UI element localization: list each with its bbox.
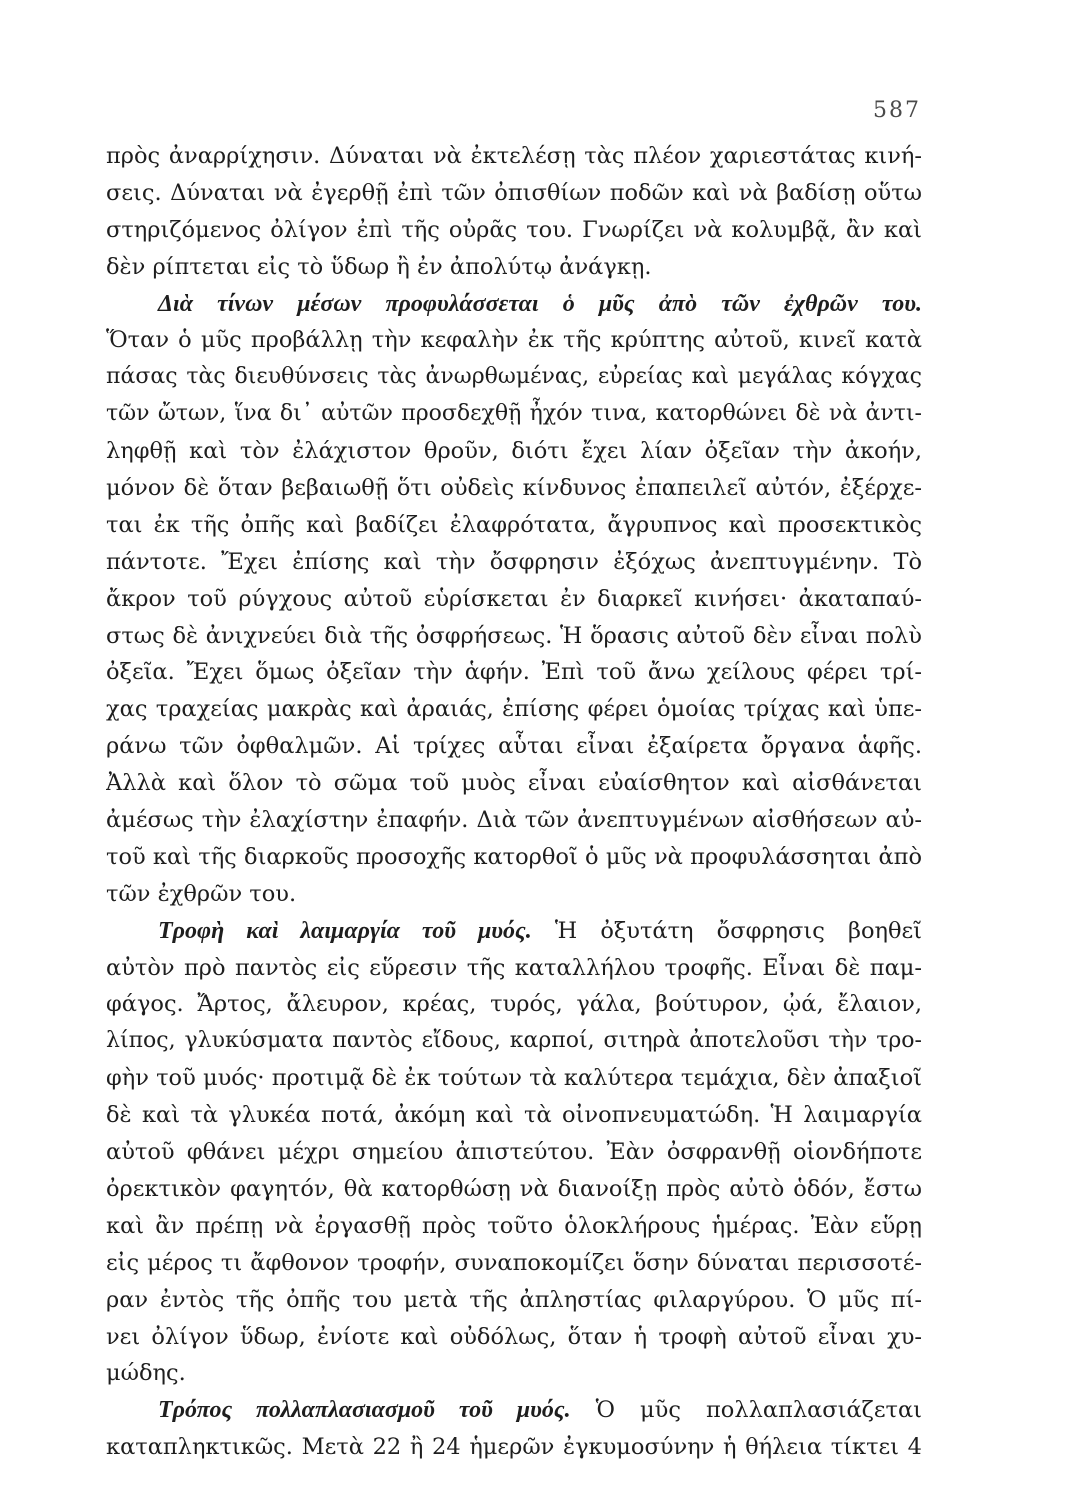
text-line <box>106 1392 922 1429</box>
text-line: πρὸς ἀναρρίχησιν. Δύναται νὰ ἐκτελέσῃ τὰς πλέον χαριεστάτας κινή- <box>106 143 922 169</box>
text-line: ράνω τῶν ὀφθαλμῶν. Αἱ τρίχες αὗται εἶναι ἐξαίρετα ὄργανα ἁφῆς. <box>106 733 922 760</box>
text-line: ὀξεῖα. Ἔχει ὅμως ὀξεῖαν τὴν ἁφήν. Ἐπὶ τοῦ ἄνω χείλους φέρει τρί- <box>106 659 922 686</box>
text-line: Ὅταν ὁ μῦς προβάλλῃ τὴν κεφαλὴν ἐκ τῆς κρύπτης αὐτοῦ, κινεῖ κατὰ <box>106 327 922 354</box>
text-line: ραν ἐντὸς τῆς ὀπῆς του μετὰ τῆς ἀπληστίας φιλαργύρου. Ὁ μῦς πί- <box>106 1286 922 1313</box>
section-heading: Διὰ τίνων μέσων προφυλάσσεται ὁ μῦς ἀπὸ τῶν ἐχθρῶν του. <box>158 290 922 317</box>
text-line: δὲν ρίπτεται εἰς τὸ ὕδωρ ἢ ἐν ἀπολύτῳ ἀνάγκῃ. <box>106 253 652 280</box>
text-line: μόνον δὲ ὅταν βεβαιωθῇ ὅτι οὐδεὶς κίνδυνος ἐπαπειλεῖ αὐτόν, ἐξέρχε- <box>106 475 922 502</box>
text-line: δὲ καὶ τὰ γλυκέα ποτά, ἀκόμη καὶ τὰ οἰνοπνευματώδη. Ἡ λαιμαργία <box>106 1102 922 1129</box>
text-line: λίπος, γλυκύσματα παντὸς εἴδους, καρποί, σιτηρὰ ἀποτελοῦσι τὴν τρο- <box>106 1028 922 1054</box>
text-line: ται ἐκ τῆς ὀπῆς καὶ βαδίζει ἐλαφρότατα, ἄγρυπνος καὶ προσεκτικὸς <box>106 511 922 538</box>
text-line: ἄκρον τοῦ ρύγχους αὐτοῦ εὑρίσκεται ἐν διαρκεῖ κινήσει· ἀκαταπαύ- <box>106 585 922 612</box>
text-line: καταπληκτικῶς. Μετὰ 22 ἢ 24 ἡμερῶν ἐγκυμοσύνην ἡ θήλεια τίκτει 4 <box>106 1434 922 1461</box>
page-number: 587 <box>873 98 921 123</box>
text-line: χας τραχείας μακρὰς καὶ ἀραιάς, ἐπίσης φέρει ὁμοίας τρίχας καὶ ὑπε- <box>106 696 922 723</box>
text-line: σεις. Δύναται νὰ ἐγερθῇ ἐπὶ τῶν ὀπισθίων ποδῶν καὶ νὰ βαδίσῃ οὕτω <box>106 179 922 206</box>
text-line: ὀρεκτικὸν φαγητόν, θὰ κατορθώσῃ νὰ διανοίξῃ πρὸς αὐτὸ ὁδόν, ἔστω <box>106 1175 922 1202</box>
text-line: Ἀλλὰ καὶ ὅλον τὸ σῶμα τοῦ μυὸς εἶναι εὐαίσθητον καὶ αἰσθάνεται <box>106 770 922 797</box>
section-heading: Τρόπος πολλαπλασιασμοῦ τοῦ μυός. <box>158 1397 571 1424</box>
section-heading: Τροφὴ καὶ λαιμαργία τοῦ μυός. <box>158 917 532 944</box>
text-line: ληφθῇ καὶ τὸν ἐλάχιστον θροῦν, διότι ἔχει λίαν ὀξεῖαν τὴν ἀκοήν, <box>106 438 922 465</box>
text-line: φὴν τοῦ μυός· προτιμᾷ δὲ ἐκ τούτων τὰ καλύτερα τεμάχια, δὲν ἀπαξιοῖ <box>106 1065 922 1092</box>
text-line: πάσας τὰς διευθύνσεις τὰς ἀνωρθωμένας, εὐρείας καὶ μεγάλας κόγχας <box>106 364 922 390</box>
paragraph-text: Ἡ ὀξυτάτη ὄσφρησις βοηθεῖ <box>531 917 922 944</box>
text-line: εἰς μέρος τι ἄφθονον τροφήν, συναποκομίζει ὅσην δύναται περισσοτέ- <box>106 1249 922 1276</box>
text-line: φάγος. Ἄρτος, ἄλευρον, κρέας, τυρός, γάλα, βούτυρον, ᾠά, ἔλαιον, <box>106 991 922 1018</box>
text-line: τοῦ καὶ τῆς διαρκοῦς προσοχῆς κατορθοῖ ὁ μῦς νὰ προφυλάσσηται ἀπὸ <box>106 843 922 870</box>
text-line: τῶν ἐχθρῶν του. <box>106 880 297 907</box>
text-line: καὶ ἂν πρέπῃ νὰ ἐργασθῇ πρὸς τοῦτο ὁλοκλήρους ἡμέρας. Ἐὰν εὕρῃ <box>106 1212 922 1239</box>
text-line <box>106 913 922 950</box>
body-text <box>106 138 922 1466</box>
text-line: στηριζόμενος ὀλίγον ἐπὶ τῆς οὐρᾶς του. Γνωρίζει νὰ κολυμβᾷ, ἂν καὶ <box>106 216 922 243</box>
text-line: στως δὲ ἀνιχνεύει διὰ τῆς ὀσφρήσεως. Ἡ ὅρασις αὐτοῦ δὲν εἶναι πολὺ <box>106 622 922 649</box>
text-line: αὐτοῦ φθάνει μέχρι σημείου ἀπιστεύτου. Ἐὰν ὀσφρανθῇ οἱονδήποτε <box>106 1139 922 1166</box>
paragraph-text: Ὁ μῦς πολλαπλασιάζεται <box>570 1397 922 1424</box>
text-line: πάντοτε. Ἔχει ἐπίσης καὶ τὴν ὄσφρησιν ἐξόχως ἀνεπτυγμένην. Τὸ <box>106 548 922 575</box>
text-line: ἀμέσως τὴν ἐλαχίστην ἐπαφήν. Διὰ τῶν ἀνεπτυγμένων αἰσθήσεων αὐ- <box>106 807 922 834</box>
text-line: αὐτὸν πρὸ παντὸς εἰς εὕρεσιν τῆς καταλλήλου τροφῆς. Εἶναι δὲ παμ- <box>106 954 922 981</box>
text-line: νει ὀλίγον ὕδωρ, ἐνίοτε καὶ οὐδόλως, ὅταν ἡ τροφὴ αὐτοῦ εἶναι χυ- <box>106 1323 922 1350</box>
text-line: μώδης. <box>106 1360 186 1387</box>
text-line: τῶν ὤτων, ἵνα δι᾽ αὐτῶν προσδεχθῇ ἦχόν τινα, κατορθώνει δὲ νὰ ἀντι- <box>106 401 922 427</box>
